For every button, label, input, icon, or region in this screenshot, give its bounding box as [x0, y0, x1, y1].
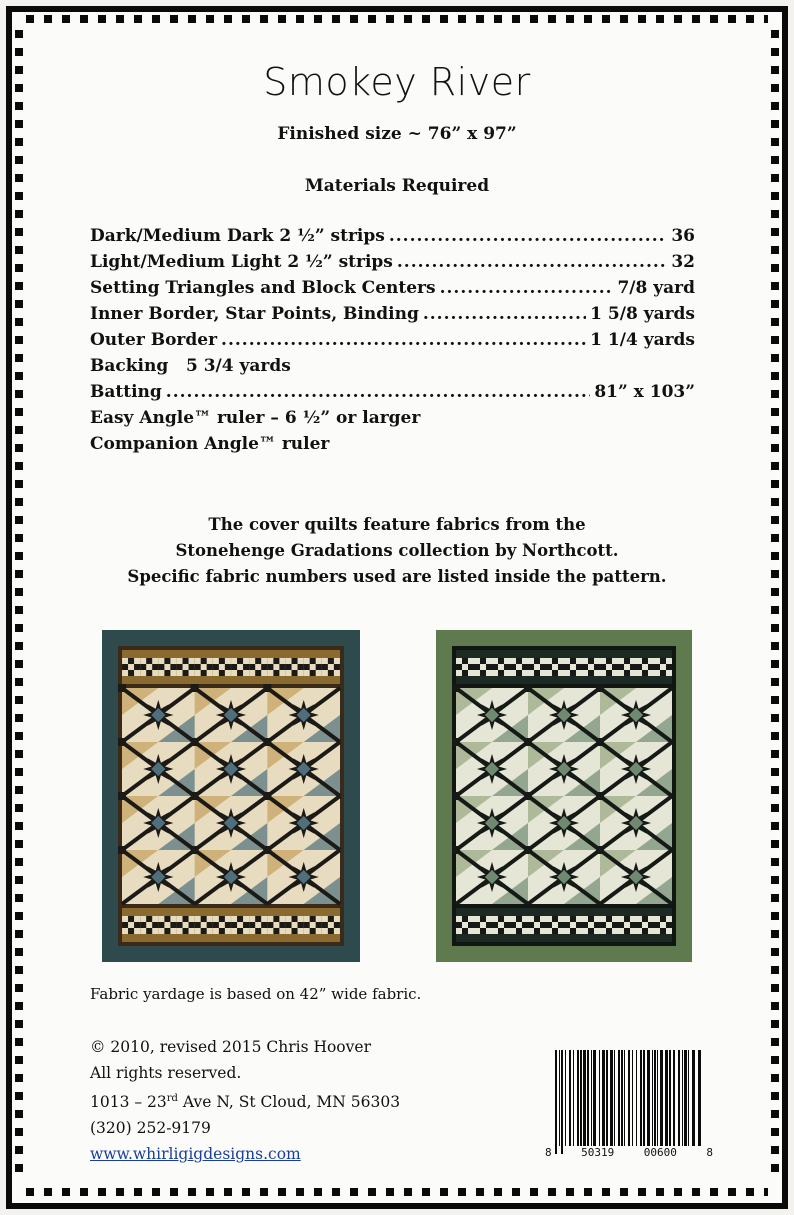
material-amount: 1 1/4 yards [590, 330, 695, 350]
quilt-image-gold [102, 630, 360, 962]
fabric-note-line: The cover quilts feature fabrics from the [208, 515, 586, 534]
fabric-note-line: Specific fabric numbers used are listed inside the pattern. [127, 567, 667, 586]
barcode-lead-digit: 8 [545, 1146, 552, 1159]
dot-leader [423, 304, 586, 324]
material-item: Backing 5 3/4 yards [90, 356, 291, 376]
barcode-check-digit: 8 [706, 1146, 713, 1159]
barcode-digits [545, 1146, 713, 1159]
contact-block [90, 1034, 400, 1167]
materials-heading: Materials Required [304, 176, 490, 196]
dot-leader [389, 226, 668, 246]
material-row [90, 434, 695, 460]
dotted-border-right [771, 30, 779, 1180]
yardage-note: Fabric yardage is based on 42” wide fabric. [90, 985, 422, 1003]
material-item: Easy Angle™ ruler – 6 ½” or larger [90, 408, 421, 428]
phone: (320) 252-9179 [90, 1119, 211, 1138]
material-item: Outer Border [90, 330, 218, 350]
material-amount: 1 5/8 yards [590, 304, 695, 324]
material-row [90, 382, 695, 408]
website-link[interactable]: www.whirligigdesigns.com [90, 1145, 301, 1164]
material-item: Batting [90, 382, 162, 402]
material-item: Companion Angle™ ruler [90, 434, 330, 454]
material-amount: 36 [671, 226, 695, 246]
material-row [90, 330, 695, 356]
material-row [90, 304, 695, 330]
material-item: Inner Border, Star Points, Binding [90, 304, 419, 324]
dotted-border-bottom [26, 1188, 768, 1196]
barcode-right-digits: 00600 [643, 1146, 677, 1159]
material-amount: 7/8 yard [617, 278, 695, 298]
fabric-note [0, 512, 794, 590]
dot-leader [440, 278, 614, 298]
address: 1013 – 23rd Ave N, St Cloud, MN 56303 [90, 1093, 401, 1112]
material-item: Dark/Medium Dark 2 ½” strips [90, 226, 385, 246]
barcode-left-digits: 50319 [581, 1146, 615, 1159]
material-row [90, 226, 695, 252]
copyright: © 2010, revised 2015 Chris Hoover [90, 1038, 371, 1056]
material-amount: 32 [671, 252, 695, 272]
material-row [90, 278, 695, 304]
finished-size: Finished size ~ 76” x 97” [277, 124, 517, 144]
material-amount: 81” x 103” [594, 382, 695, 402]
material-row [90, 408, 695, 434]
quilt-image-green [436, 630, 692, 962]
content-panel [28, 28, 766, 1186]
dot-leader [221, 330, 586, 350]
dotted-border-top [26, 15, 768, 23]
material-item: Light/Medium Light 2 ½” strips [90, 252, 393, 272]
dot-leader [166, 382, 591, 402]
material-row [90, 356, 695, 382]
material-row [90, 252, 695, 278]
pattern-title: Smokey River [263, 60, 531, 104]
dot-leader [397, 252, 667, 272]
materials-list [90, 226, 695, 460]
fabric-note-line: Stonehenge Gradations collection by Northcott. [175, 541, 619, 560]
material-item: Setting Triangles and Block Centers [90, 278, 436, 298]
dotted-border-left [15, 30, 23, 1180]
rights: All rights reserved. [90, 1064, 242, 1082]
